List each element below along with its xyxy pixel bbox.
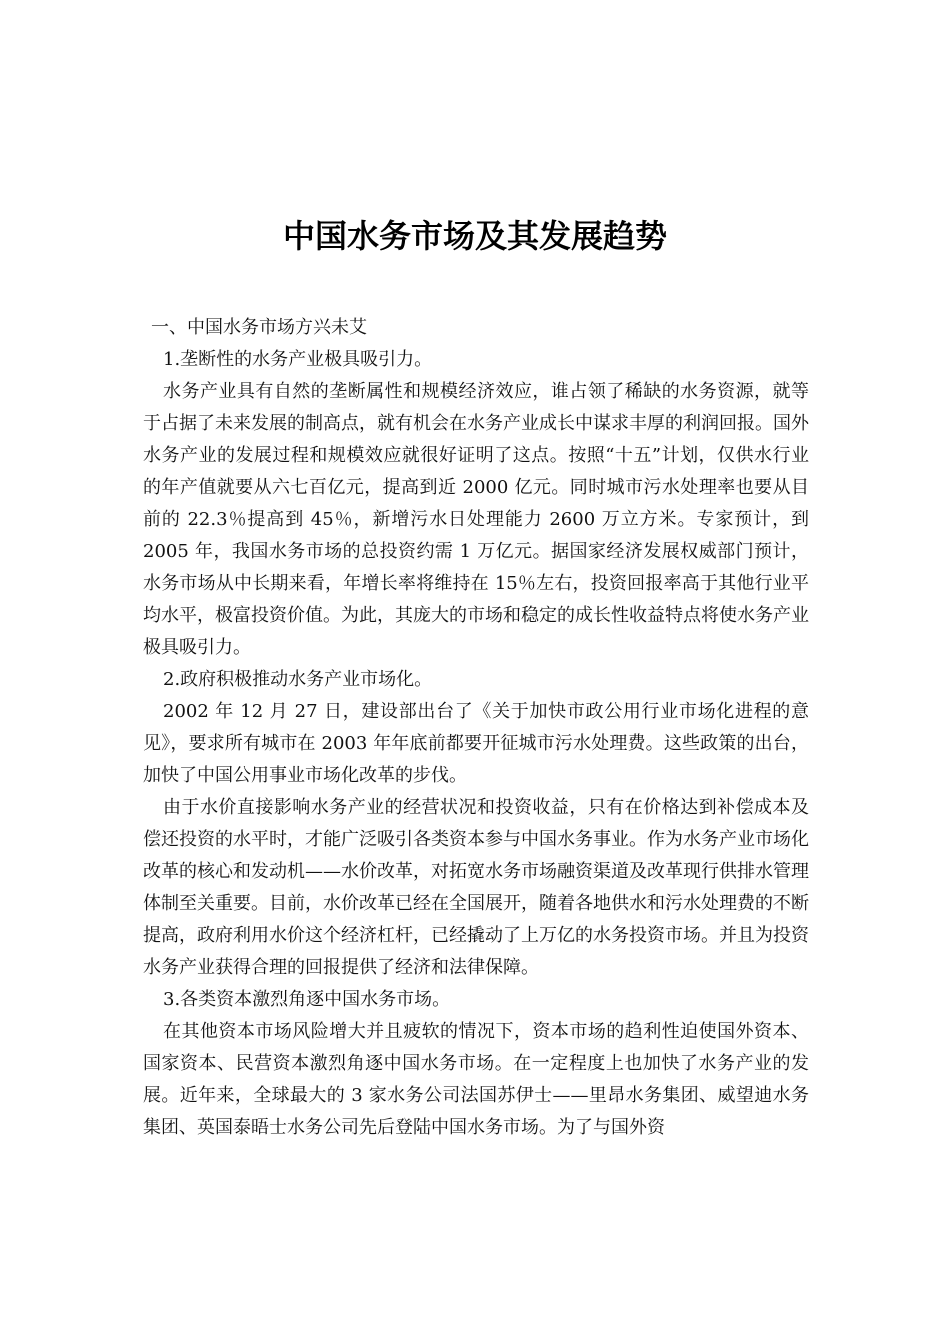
section-heading: 一、中国水务市场方兴未艾 (151, 317, 367, 338)
subsection-heading-3: 3.各类资本激烈角逐中国水务市场。 (163, 989, 451, 1010)
subsection-heading-2: 2.政府积极推动水务产业市场化。 (163, 669, 433, 690)
document-title: 中国水务市场及其发展趋势 (282, 217, 667, 255)
paragraph-1: 水务产业具有自然的垄断属性和规模经济效应，谁占领了稀缺的水务资源，就等于占据了未来发展的制高点，就有机会在水务产业成长中谋求丰厚的利润回报。国外水务产业的发展过程和规模效应就很好证明了这点。按照“十五”计划，仅供水行业的年产值就要从六七百亿元，提高到近 2000 亿元。同时城市污水处理率也要从目前的 22.3％提高到 45％，新增污水日处理能力 2600 万立方米。专家预计，到 2005 年，我国水务市场的总投资约需 1 万亿元。据国家经济发展权威部门预计，水务市场从中长期来看，年增长率将维持在 15％左右，投资回报率高于其他行业平均水平，极富投资价值。为此，其庞大的市场和稳定的成长性收益特点将使水务产业极具吸引力。 (143, 381, 809, 658)
paragraph-4: 在其他资本市场风险增大并且疲软的情况下，资本市场的趋利性迫使国外资本、国家资本、民营资本激烈角逐中国水务市场。在一定程度上也加快了水务产业的发展。近年来，全球最大的 3 家水务公司法国苏伊士——里昂水务集团、威望迪水务集团、英国泰晤士水务公司先后登陆中国水务市场。为了与国外资 (143, 1021, 809, 1138)
paragraph-2: 2002 年 12 月 27 日，建设部出台了《关于加快市政公用行业市场化进程的意见》，要求所有城市在 2003 年年底前都要开征城市污水处理费。这些政策的出台，加快了中国公用事业市场化改革的步伐。 (143, 701, 809, 786)
paragraph-3: 由于水价直接影响水务产业的经营状况和投资收益，只有在价格达到补偿成本及偿还投资的水平时，才能广泛吸引各类资本参与中国水务事业。作为水务产业市场化改革的核心和发动机——水价改革，对拓宽水务市场融资渠道及改革现行供排水管理体制至关重要。目前，水价改革已经在全国展开，随着各地供水和污水处理费的不断提高，政府利用水价这个经济杠杆，已经撬动了上万亿的水务投资市场。并且为投资水务产业获得合理的回报提供了经济和法律保障。 (143, 797, 809, 978)
document-body (143, 312, 809, 1144)
subsection-heading-1: 1.垄断性的水务产业极具吸引力。 (163, 349, 433, 370)
